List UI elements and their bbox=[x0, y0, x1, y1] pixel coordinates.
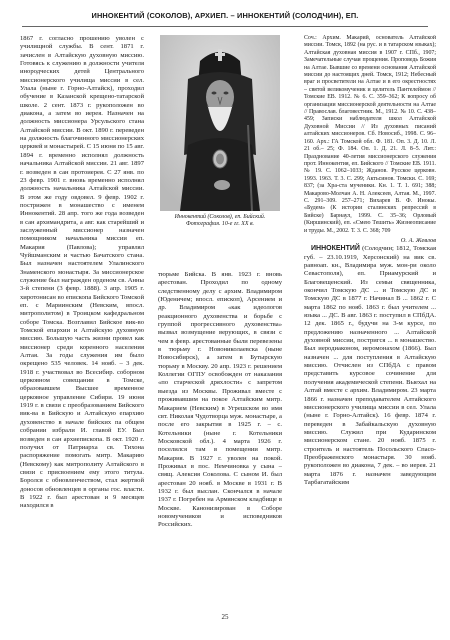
middle-column-text: тюрьме Бийска. В янв. 1923 г. вновь арестован. Проходил по одному следственному делу с архим. Владимиром (Юденичем; впосл. епископ), Арсением и др. Владимиром «как идеологов реакционного духовенства и борьбе с группой прогрессивного духовенства» вызвал возмущение верующих, в связи с чем в февр. арестованные были перевезены в тюрьму г. Новониколаевска (ныне Новосибирск), а затем в Бутырскую тюрьму в Москву. 20 апр. 1923 г. решением Коллегии ОГПУ освобожден от наказания «по старческой дряхлости» с запретом выезда из Москвы. Проживал вместе с проживавшим на покое Алтайским митр. Макарием (Невским) в Угрешском во имя свт. Николая Чудотворца муж. монастыре, а после его закрытия в 1925 г. – с. Котельники (ныне г. Котельники Московской обл.). 4 марта 1926 г. поселился там в помещении митр. Макария. В 1927 г. уволен на покой. Проживал в пос. Немчиновка у сына – свящ. Алексия Соколова. С сыном И. был арестован 20 нояб. в Москве в 1931 г. В 1932 г. был выслан. Скончался в начале 1937 г. Погребен на Армянском кладбище в Москве. Канонизирован в Соборе новомучеников и исповедников Российских. bbox=[158, 271, 282, 529]
portrait-photo bbox=[160, 35, 280, 211]
header-divider bbox=[22, 26, 428, 27]
left-column-text: 1867 г. согласно прошению уволен с училищной службы. В сент. 1871 г. зачислен в Алтайскую духовную миссию. Готовясь к служению в должности учителя инородческих детей Центрального миссионерского училища миссии в сел. Улала (ныне г. Горно-Алтайск), проходил обучение в Казанской крещено-татарской школе. 2 сент. 1873 г. рукоположен во диакона, а затем во иерея. Назначен на должность миссионера Урсульского стана Алтайской миссии. В окт. 1890 г. переведен на должность благочинного миссионерских церквей и монастырей. С 15 июня по 15 авг. 1894 г. временно исполнял должность начальника Алтайской миссии. 21 авг. 1897 г. возведен в сан протоиерея. С 27 янв. по 23 февр. 1901 г. вновь временно исполнял должность начальника Алтайской миссии. В этом же году овдовел. 9 февр. 1902 г. пострижен в монашество с именем Иннокентий. 28 апр. того же года возведен в сан архимандрита, а авг. как старейший и заслуженный миссионер назначен помощником начальника миссии еп. Макария (Павлова); управлял Чуйшманским и частью Бачатского стана. Был назначен настоятелем Улалинского Знаменского монастыря. За миссионерское служение был награжден орденом св. Анны 3-й степени (3 февр. 1888). 3 апр. 1905 г. хиротонисан во епископа Бийского Томской еп. с Мариинским (Невским, впосл. митрополитом) в Троицком кафедральном соборе Томска. Возглавил Бийское вик-во Томской епархии и Алтайскую духовную миссию. Большую часть жизни провел как миссионер среди коренного населения Алтая. За годы служения им было окрещено 535 человек. 14 нояб. – 3 дек. 1918 г. участвовал во Всесибир. соборном церковном совещании в Томске, образовавшем Высшее временное церковное управление Сибири. 19 июня 1919 г. в связи с преобразованием Бийского вик-ва в Бийскую и Алтайскую епархию духовенство в начале бийских па общем собрании избрали И. главой ЕУ. Был возведен в сан архиепископа. В окт. 1920 г. получил от Патриарха св. Тихона распоряжение помогать митр. Макарию (Невскому) как митрополиту Алтайского в связи с присвоением ему этого титула. Боролся с обновленчеством, стал жертвой доносов обновленцев в органы гос. власти. В 1922 г. был арестован и 9 месяцев находился в bbox=[20, 35, 144, 510]
page-number: 25 bbox=[221, 613, 229, 621]
running-header: ИННОКЕНТИЙ (СОКОЛОВ), АРХИЕП. – ИННОКЕНТИЙ (СОЛОДЧИН), ЕП. bbox=[91, 11, 359, 20]
entry-body: (Солодчин; 1812, Томская губ. – 23.10.1919, Херсонский) на вик св. равноап. кн., Владимира муж. мон-ри около Севастополя), еп. Приамурский и Благовещенский. Из семьи священника, окончил Томскую ДС ... и Томскую ДС и Томскую ДС в 1877 г. Начинал В ... 1862 г. С марта 1862 по нояб. 1863 г. был учителем ... языка ... ДС. В авг. 1863 г. поступил в СПбДА. 12 дек. 1865 г., будучи на 3-м курсе, по предложению назначенного ... Алтайской духовной миссии, постригся ... в монашество. Был иеродиаконом, иеромонахом (1866). Был назначен ... для поступления в Алтайскую миссию. Отчислен из СПбДА с правом представить курсовое сочинение для получения академической степени. Выехал на Алтай вместе с архим. Владимиром. 23 марта 1866 г. назначен преподавателем Алтайского миссионерского училища миссии в сел. Улала (ныне г. Горно-Алтайск). 16 февр. 1874 г. переведен в Забайкальскую духовную миссию. Служил при Кударинском миссионерском стане. 20 нояб. 1875 г. строитель и настоятель Посольского Спасо-Преображенского монастыря. 30 нояб. рукоположен во диакона, 7 дек. – во иерея. 21 марта 1876 г. назначен заведующим Тарбагатайским bbox=[304, 245, 436, 486]
author-signature: О. А. Жевлов bbox=[400, 236, 436, 244]
right-column bbox=[304, 35, 436, 605]
entry-title: ИННОКЕНТИЙ bbox=[311, 245, 360, 253]
left-column bbox=[20, 35, 144, 605]
entry-solodchin bbox=[304, 245, 436, 487]
photo-caption: Иннокентий (Соколов), еп. Бийский. Фотография. 10-е гг. XX в. bbox=[174, 214, 266, 228]
portrait-bishop-image bbox=[160, 35, 280, 211]
literature-block: Соч.: Архим. Макарий, основатель Алтайской миссии. Томск, 1892 (на рус. и в татарском языках); Алтайская духовная миссия в 1907 г. СПб., 1907; Замечательные случаи прощения. Проповедь Божия на Алтае. Бывшие со времени основания Алтайской миссии до настоящих дней. Томск, 1912; Небесный враг и просветители на Алтае и в его окрестностях – святой великомученик и целитель Пантелеймон // Томские ЕВ. 1912. № 6. С. 359–362; К вопросу об организации миссионерской деятельности на Алтае // Православ. благовестник. М., 1912. № 10. С. 438–459; Записки наблюдателя школ Алтайской Духовной Миссии // Из духовных писаний алтайских миссионеров. Сб. Новосиб., 1998. С. 96–160. Арх.: ГА Томской обл. Ф. 181. Оп. 3. Д. 10. Л. 21 об.– 25; Ф. 184. Оп. 1. Д. 21. Л. 8–5. Лит.: Празднование 40-летия миссионерского служения прот. Иннокентия, еп. Бийского // Томские ЕВ. 1911. № 19. С. 1062–1033; Жданов. Русское церковн. 1993. 1963. Т. 3. С. 299; Актьсинов. Томски. С. 169; 837; (за Хра-ста мученики. Кн. 1. Т. 1. 691; 388; Макарово-Молчан А. Н. Алексеев, Алтая. М., 1997. С. 291–309. 257–271; Вихарев В. Ф. Инокы. «Будем» (К истории сталинских репрессий в Бийске) Барнаул, 1999. С. 35–36; Орловый (Киршинский), еп. «Смею Тешить» Жизнеописание и труды. М., 2002. Т. 3. С. 368; 709 bbox=[304, 35, 436, 234]
middle-column bbox=[158, 271, 282, 605]
